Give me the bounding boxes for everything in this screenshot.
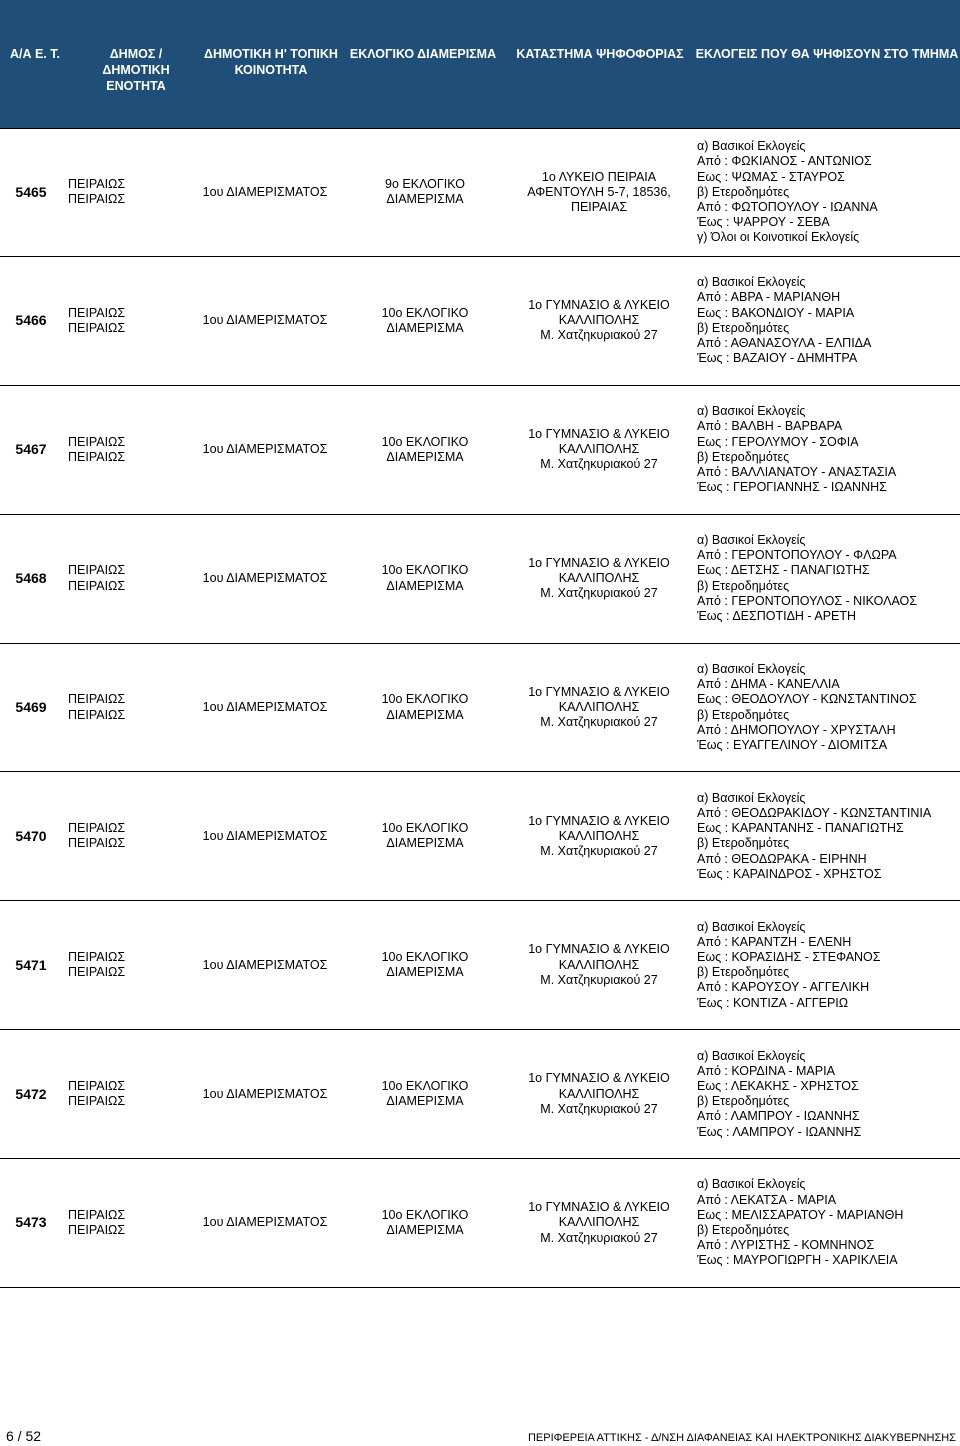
table-row [0,644,960,773]
cell-district-line: 10ο ΕΚΛΟΓΙΚΟ [381,563,469,578]
cell-station-line: Μ. Χατζηκυριακού 27 [540,844,658,858]
cell-id [0,644,62,772]
cell-voters-line: Έως : ΨΑΡΡΟΥ - ΣΕΒΑ [697,215,830,230]
cell-voters-line: Έως : ΜΑΥΡΟΓΙΩΡΓΗ - ΧΑΡΙΚΛΕΙΑ [697,1253,898,1268]
cell-voters-line: α) Βασικοί Εκλογείς [697,275,806,290]
table-row [0,257,960,386]
header-col-voters: ΕΚΛΟΓΕΙΣ ΠΟΥ ΘΑ ΨΗΦΙΣΟΥΝ ΣΤΟ ΤΜΗΜΑ [695,47,959,61]
cell-voters-line: Από : ΓΕΡΟΝΤΟΠΟΥΛΟΥ - ΦΛΩΡΑ [697,548,897,563]
cell-voters-line: β) Ετεροδημότες [697,1223,790,1238]
cell-station-line: ΑΦΕΝΤΟΥΛΗ 5-7, 18536, [527,184,671,199]
cell-station-line: 1ο ΓΥΜΝΑΣΙΟ & ΛΥΚΕΙΟ [528,813,670,828]
cell-voters-line: Από : ΑΒΡΑ - ΜΑΡΙΑΝΘΗ [697,290,841,305]
cell-voters-line: Έως : ΚΟΝΤΙΖΑ - ΑΓΓΕΡΙΩ [697,995,849,1010]
cell-district [345,772,505,900]
cell-voters-line: Εως : ΚΑΡΑΝΤΑΝΗΣ - ΠΑΝΑΓΙΩΤΗΣ [697,821,904,836]
cell-voters-line: α) Βασικοί Εκλογείς [697,1177,806,1192]
table-header [0,0,960,128]
cell-voters-line: Από : ΛΥΡΙΣΤΗΣ - ΚΟΜΝΗΝΟΣ [697,1238,875,1253]
cell-voters-line: β) Ετεροδημότες [697,836,790,851]
cell-voters-line: β) Ετεροδημότες [697,1094,790,1109]
cell-voters-line: Από : ΔΗΜΟΠΟΥΛΟΥ - ΧΡΥΣΤΑΛΗ [697,722,896,737]
header-col-district: ΕΚΛΟΓΙΚΟ ΔΙΑΜΕΡΙΣΜΑ [349,47,497,61]
cell-district [345,515,505,643]
cell-community [190,644,340,772]
cell-municipality-line: ΠΕΙΡΑΙΩΣ [68,821,126,836]
cell-voters [697,129,957,256]
cell-voters-line: Από : ΓΕΡΟΝΤΟΠΟΥΛΟΣ - ΝΙΚΟΛΑΟΣ [697,593,918,608]
table-body [0,128,960,1288]
cell-community-line: 1ου ΔΙΑΜΕΡΙΣΜΑΤΟΣ [202,699,328,714]
header-col-municipality: ΔΗΜΟΣ / ΔΗΜΟΤΙΚΗ ΕΝΟΤΗΤΑ [102,47,170,93]
cell-voters [697,1030,957,1158]
cell-municipality-line: ΠΕΙΡΑΙΩΣ [68,692,126,707]
cell-community-line: 1ου ΔΙΑΜΕΡΙΣΜΑΤΟΣ [202,184,328,199]
cell-municipality [68,772,188,900]
cell-municipality-line: ΠΕΙΡΑΙΩΣ [68,707,126,722]
cell-station-line: 1ο ΓΥΜΝΑΣΙΟ & ΛΥΚΕΙΟ [528,1071,670,1086]
cell-voters-line: α) Βασικοί Εκλογείς [697,404,806,419]
cell-id [0,386,62,514]
cell-district-line: ΔΙΑΜΕΡΙΣΜΑ [386,1094,464,1109]
cell-id-value: 5471 [15,956,47,973]
cell-voters [697,257,957,385]
cell-voters [697,772,957,900]
cell-district-line: ΔΙΑΜΕΡΙΣΜΑ [386,449,464,464]
cell-voters-line: Εως : ΛΕΚΑΚΗΣ - ΧΡΗΣΤΟΣ [697,1078,859,1093]
cell-municipality-line: ΠΕΙΡΑΙΩΣ [68,1094,126,1109]
cell-district-line: 10ο ΕΚΛΟΓΙΚΟ [381,305,469,320]
cell-id-value: 5469 [15,698,47,715]
cell-community-line: 1ου ΔΙΑΜΕΡΙΣΜΑΤΟΣ [202,957,328,972]
cell-voters-line: Έως : ΚΑΡΑΙΝΔΡΟΣ - ΧΡΗΣΤΟΣ [697,866,882,881]
cell-district [345,257,505,385]
cell-district-line: ΔΙΑΜΕΡΙΣΜΑ [386,192,464,207]
cell-voters-line: Από : ΑΘΑΝΑΣΟΥΛΑ - ΕΛΠΙΔΑ [697,336,872,351]
cell-id-value: 5470 [15,827,47,844]
cell-voters [697,1159,957,1287]
cell-station-line: Μ. Χατζηκυριακού 27 [540,328,658,343]
cell-station-line: Μ. Χατζηκυριακού 27 [540,586,658,601]
cell-district-line: 10ο ΕΚΛΟΓΙΚΟ [381,950,469,965]
cell-station [508,901,690,1029]
cell-community [190,515,340,643]
cell-id-value: 5466 [15,312,47,329]
cell-voters-line: Έως : ΒΑΖΑΙΟΥ - ΔΗΜΗΤΡΑ [697,351,858,366]
cell-station-line: 1ο ΓΥΜΝΑΣΙΟ & ΛΥΚΕΙΟ [528,298,670,313]
cell-community-line: 1ου ΔΙΑΜΕΡΙΣΜΑΤΟΣ [202,1215,328,1230]
cell-voters-line: α) Βασικοί Εκλογείς [697,661,806,676]
cell-community [190,901,340,1029]
cell-municipality-line: ΠΕΙΡΑΙΩΣ [68,578,126,593]
cell-station-line: ΚΑΛΛΙΠΟΛΗΣ [558,313,640,328]
cell-id [0,129,62,256]
cell-voters-line: α) Βασικοί Εκλογείς [697,790,806,805]
cell-municipality-line: ΠΕΙΡΑΙΩΣ [68,965,126,980]
cell-voters-line: Εως : ΜΕΛΙΣΣΑΡΑΤΟΥ - ΜΑΡΙΑΝΘΗ [697,1207,904,1222]
cell-district-line: 10ο ΕΚΛΟΓΙΚΟ [381,692,469,707]
cell-district-line: 10ο ΕΚΛΟΓΙΚΟ [381,434,469,449]
cell-municipality [68,644,188,772]
cell-voters-line: Από : ΔΗΜΑ - ΚΑΝΕΛΛΙΑ [697,677,840,692]
cell-community [190,257,340,385]
cell-municipality-line: ΠΕΙΡΑΙΩΣ [68,192,126,207]
cell-voters-line: α) Βασικοί Εκλογείς [697,1048,806,1063]
cell-id [0,1159,62,1287]
cell-community-line: 1ου ΔΙΑΜΕΡΙΣΜΑΤΟΣ [202,1086,328,1101]
cell-municipality-line: ΠΕΙΡΑΙΩΣ [68,434,126,449]
cell-district [345,1159,505,1287]
cell-voters-line: Εως : ΚΟΡΑΣΙΔΗΣ - ΣΤΕΦΑΝΟΣ [697,950,881,965]
cell-district-line: ΔΙΑΜΕΡΙΣΜΑ [386,320,464,335]
cell-municipality [68,1030,188,1158]
cell-station-line: ΠΕΙΡΑΙΑΣ [570,200,628,215]
cell-station [508,772,690,900]
table-row [0,772,960,901]
cell-voters-line: Από : ΘΕΟΔΩΡΑΚΙΔΟΥ - ΚΩΝΣΤΑΝΤΙΝΙΑ [697,805,932,820]
cell-municipality-line: ΠΕΙΡΑΙΩΣ [68,1207,126,1222]
cell-station-line: Μ. Χατζηκυριακού 27 [540,972,658,987]
cell-voters-line: Εως : ΒΑΚΟΝΔΙΟΥ - ΜΑΡΙΑ [697,305,855,320]
cell-district-line: 10ο ΕΚΛΟΓΙΚΟ [381,1207,469,1222]
cell-district-line: 10ο ΕΚΛΟΓΙΚΟ [381,821,469,836]
table-row [0,1159,960,1288]
cell-id [0,257,62,385]
cell-station-line: 1ο ΓΥΜΝΑΣΙΟ & ΛΥΚΕΙΟ [528,684,670,699]
cell-id [0,901,62,1029]
cell-community [190,1030,340,1158]
cell-municipality-line: ΠΕΙΡΑΙΩΣ [68,305,126,320]
cell-voters-line: α) Βασικοί Εκλογείς [697,533,806,547]
cell-voters-line: β) Ετεροδημότες [697,320,790,335]
cell-voters-line: α) Βασικοί Εκλογείς [697,139,806,154]
cell-municipality [68,515,188,643]
cell-municipality [68,386,188,514]
cell-municipality [68,901,188,1029]
cell-district-line: ΔΙΑΜΕΡΙΣΜΑ [386,1223,464,1238]
cell-id-value: 5472 [15,1085,47,1102]
cell-district-line: 10ο ΕΚΛΟΓΙΚΟ [381,1078,469,1093]
cell-id-value: 5468 [15,570,47,587]
cell-community-line: 1ου ΔΙΑΜΕΡΙΣΜΑΤΟΣ [202,571,328,586]
cell-voters [697,901,957,1029]
cell-district-line: ΔΙΑΜΕΡΙΣΜΑ [386,965,464,980]
cell-voters-line: Από : ΛΕΚΑΤΣΑ - ΜΑΡΙΑ [697,1192,837,1207]
cell-district-line: ΔΙΑΜΕΡΙΣΜΑ [386,836,464,851]
cell-voters-line: α) Βασικοί Εκλογείς [697,919,806,934]
cell-district-line: ΔΙΑΜΕΡΙΣΜΑ [386,578,464,593]
cell-station-line: ΚΑΛΛΙΠΟΛΗΣ [558,1086,640,1101]
cell-voters-line: β) Ετεροδημότες [697,578,790,593]
cell-voters-line: Έως : ΕΥΑΓΓΕΛΙΝΟΥ - ΔΙΟΜΙΤΣΑ [697,737,888,752]
cell-municipality-line: ΠΕΙΡΑΙΩΣ [68,950,126,965]
cell-station-line: ΚΑΛΛΙΠΟΛΗΣ [558,957,640,972]
cell-id [0,515,62,643]
cell-id-value: 5465 [15,183,47,200]
header-col-station: ΚΑΤΑΣΤΗΜΑ ΨΗΦΟΦΟΡΙΑΣ [516,47,684,61]
cell-station [508,386,690,514]
cell-voters-line: Εως : ΔΕΤΣΗΣ - ΠΑΝΑΓΙΩΤΗΣ [697,563,870,578]
cell-voters-line: Εως : ΨΩΜΑΣ - ΣΤΑΥΡΟΣ [697,169,845,184]
cell-voters-line: β) Ετεροδημότες [697,707,790,722]
cell-voters-line: Έως : ΓΕΡΟΓΙΑΝΝΗΣ - ΙΩΑΝΝΗΣ [697,480,887,495]
cell-municipality-line: ΠΕΙΡΑΙΩΣ [68,1223,126,1238]
cell-station-line: 1ο ΛΥΚΕΙΟ ΠΕΙΡΑΙΑ [541,169,657,184]
cell-municipality-line: ΠΕΙΡΑΙΩΣ [68,1078,126,1093]
cell-community [190,1159,340,1287]
cell-community [190,386,340,514]
cell-district [345,644,505,772]
cell-voters-line: Από : ΦΩΚΙΑΝΟΣ - ΑΝΤΩΝΙΟΣ [697,154,872,169]
table-row [0,515,960,644]
cell-id [0,1030,62,1158]
cell-id-value: 5467 [15,441,47,458]
cell-voters-line: Από : ΒΑΛΒΗ - ΒΑΡΒΑΡΑ [697,419,843,434]
cell-station [508,1030,690,1158]
cell-voters-line: β) Ετεροδημότες [697,449,790,464]
cell-municipality-line: ΠΕΙΡΑΙΩΣ [68,177,126,192]
cell-station-line: 1ο ΓΥΜΝΑΣΙΟ & ΛΥΚΕΙΟ [528,942,670,957]
cell-station-line: Μ. Χατζηκυριακού 27 [540,715,658,730]
cell-station-line: Μ. Χατζηκυριακού 27 [540,457,658,472]
cell-voters [697,386,957,514]
cell-community-line: 1ου ΔΙΑΜΕΡΙΣΜΑΤΟΣ [202,828,328,843]
cell-district [345,1030,505,1158]
footer-organization: ΠΕΡΙΦΕΡΕΙΑ ΑΤΤΙΚΗΣ - Δ/ΝΣΗ ΔΙΑΦΑΝΕΙΑΣ ΚΑΙ ΗΛΕΚΤΡΟΝΙΚΗΣ ΔΙΑΚΥΒΕΡΝΗΣΗΣ [527,1432,956,1444]
cell-station-line: ΚΑΛΛΙΠΟΛΗΣ [558,828,640,843]
cell-community [190,129,340,256]
cell-community-line: 1ου ΔΙΑΜΕΡΙΣΜΑΤΟΣ [202,313,328,328]
cell-voters-line: Από : ΦΩΤΟΠΟΥΛΟΥ - ΙΩΑΝΝΑ [697,200,878,215]
cell-voters-line: β) Ετεροδημότες [697,965,790,980]
cell-municipality-line: ΠΕΙΡΑΙΩΣ [68,449,126,464]
cell-voters-line: Από : ΚΟΡΔΙΝΑ - ΜΑΡΙΑ [697,1063,835,1078]
cell-district [345,901,505,1029]
cell-district-line: 9ο ΕΚΛΟΓΙΚΟ [385,177,465,192]
cell-id-value: 5473 [15,1214,47,1231]
cell-municipality-line: ΠΕΙΡΑΙΩΣ [68,836,126,851]
cell-district-line: ΔΙΑΜΕΡΙΣΜΑ [386,707,464,722]
cell-station-line: 1ο ΓΥΜΝΑΣΙΟ & ΛΥΚΕΙΟ [528,426,670,441]
cell-voters-line: Από : ΒΑΛΛΙΑΝΑΤΟΥ - ΑΝΑΣΤΑΣΙΑ [697,464,897,479]
cell-municipality-line: ΠΕΙΡΑΙΩΣ [68,320,126,335]
header-col-community: ΔΗΜΟΤΙΚΗ Η' ΤΟΠΙΚΗ ΚΟΙΝΟΤΗΤΑ [204,47,338,77]
cell-voters-line: Εως : ΘΕΟΔΟΥΛΟΥ - ΚΩΝΣΤΑΝΤΙΝΟΣ [697,692,917,707]
table-row [0,128,960,257]
header-col-id: Α/Α Ε. Τ. [9,47,61,61]
cell-district [345,386,505,514]
cell-voters-line: Από : ΚΑΡΑΝΤΖΗ - ΕΛΕΝΗ [697,934,852,949]
cell-id [0,772,62,900]
cell-voters [697,515,957,643]
table-row [0,901,960,1030]
cell-station-line: 1ο ΓΥΜΝΑΣΙΟ & ΛΥΚΕΙΟ [528,1200,670,1215]
cell-municipality [68,257,188,385]
cell-municipality [68,129,188,256]
cell-station-line: 1ο ΓΥΜΝΑΣΙΟ & ΛΥΚΕΙΟ [528,555,670,570]
table-row [0,386,960,515]
cell-voters-line: β) Ετεροδημότες [697,184,790,199]
cell-voters-line: Από : ΛΑΜΠΡΟΥ - ΙΩΑΝΝΗΣ [697,1109,860,1124]
cell-station [508,644,690,772]
cell-voters-line: Έως : ΛΑΜΠΡΟΥ - ΙΩΑΝΝΗΣ [697,1124,862,1139]
cell-station-line: Μ. Χατζηκυριακού 27 [540,1101,658,1116]
cell-station-line: ΚΑΛΛΙΠΟΛΗΣ [558,1215,640,1230]
cell-station-line: Μ. Χατζηκυριακού 27 [540,1230,658,1245]
cell-voters-line: Εως : ΓΕΡΟΛΥΜΟΥ - ΣΟΦΙΑ [697,434,859,449]
cell-voters-line: Από : ΚΑΡΟΥΣΟΥ - ΑΓΓΕΛΙΚΗ [697,980,870,995]
cell-voters [697,644,957,772]
cell-voters-line: Έως : ΔΕΣΠΟΤΙΔΗ - ΑΡΕΤΗ [697,609,857,624]
cell-station [508,515,690,643]
table-row [0,1030,960,1159]
page-number: 6 / 52 [6,1428,42,1444]
cell-station-line: ΚΑΛΛΙΠΟΛΗΣ [558,699,640,714]
cell-station [508,129,690,256]
cell-district [345,129,505,256]
cell-voters-line: Από : ΘΕΟΔΩΡΑΚΑ - ΕΙΡΗΝΗ [697,851,867,866]
cell-station [508,1159,690,1287]
cell-community-line: 1ου ΔΙΑΜΕΡΙΣΜΑΤΟΣ [202,442,328,457]
cell-voters-line: γ) Όλοι οι Κοινοτικοί Εκλογείς [697,230,860,245]
cell-station-line: ΚΑΛΛΙΠΟΛΗΣ [558,442,640,457]
cell-station [508,257,690,385]
cell-municipality-line: ΠΕΙΡΑΙΩΣ [68,563,126,578]
cell-municipality [68,1159,188,1287]
cell-station-line: ΚΑΛΛΙΠΟΛΗΣ [558,571,640,586]
cell-community [190,772,340,900]
